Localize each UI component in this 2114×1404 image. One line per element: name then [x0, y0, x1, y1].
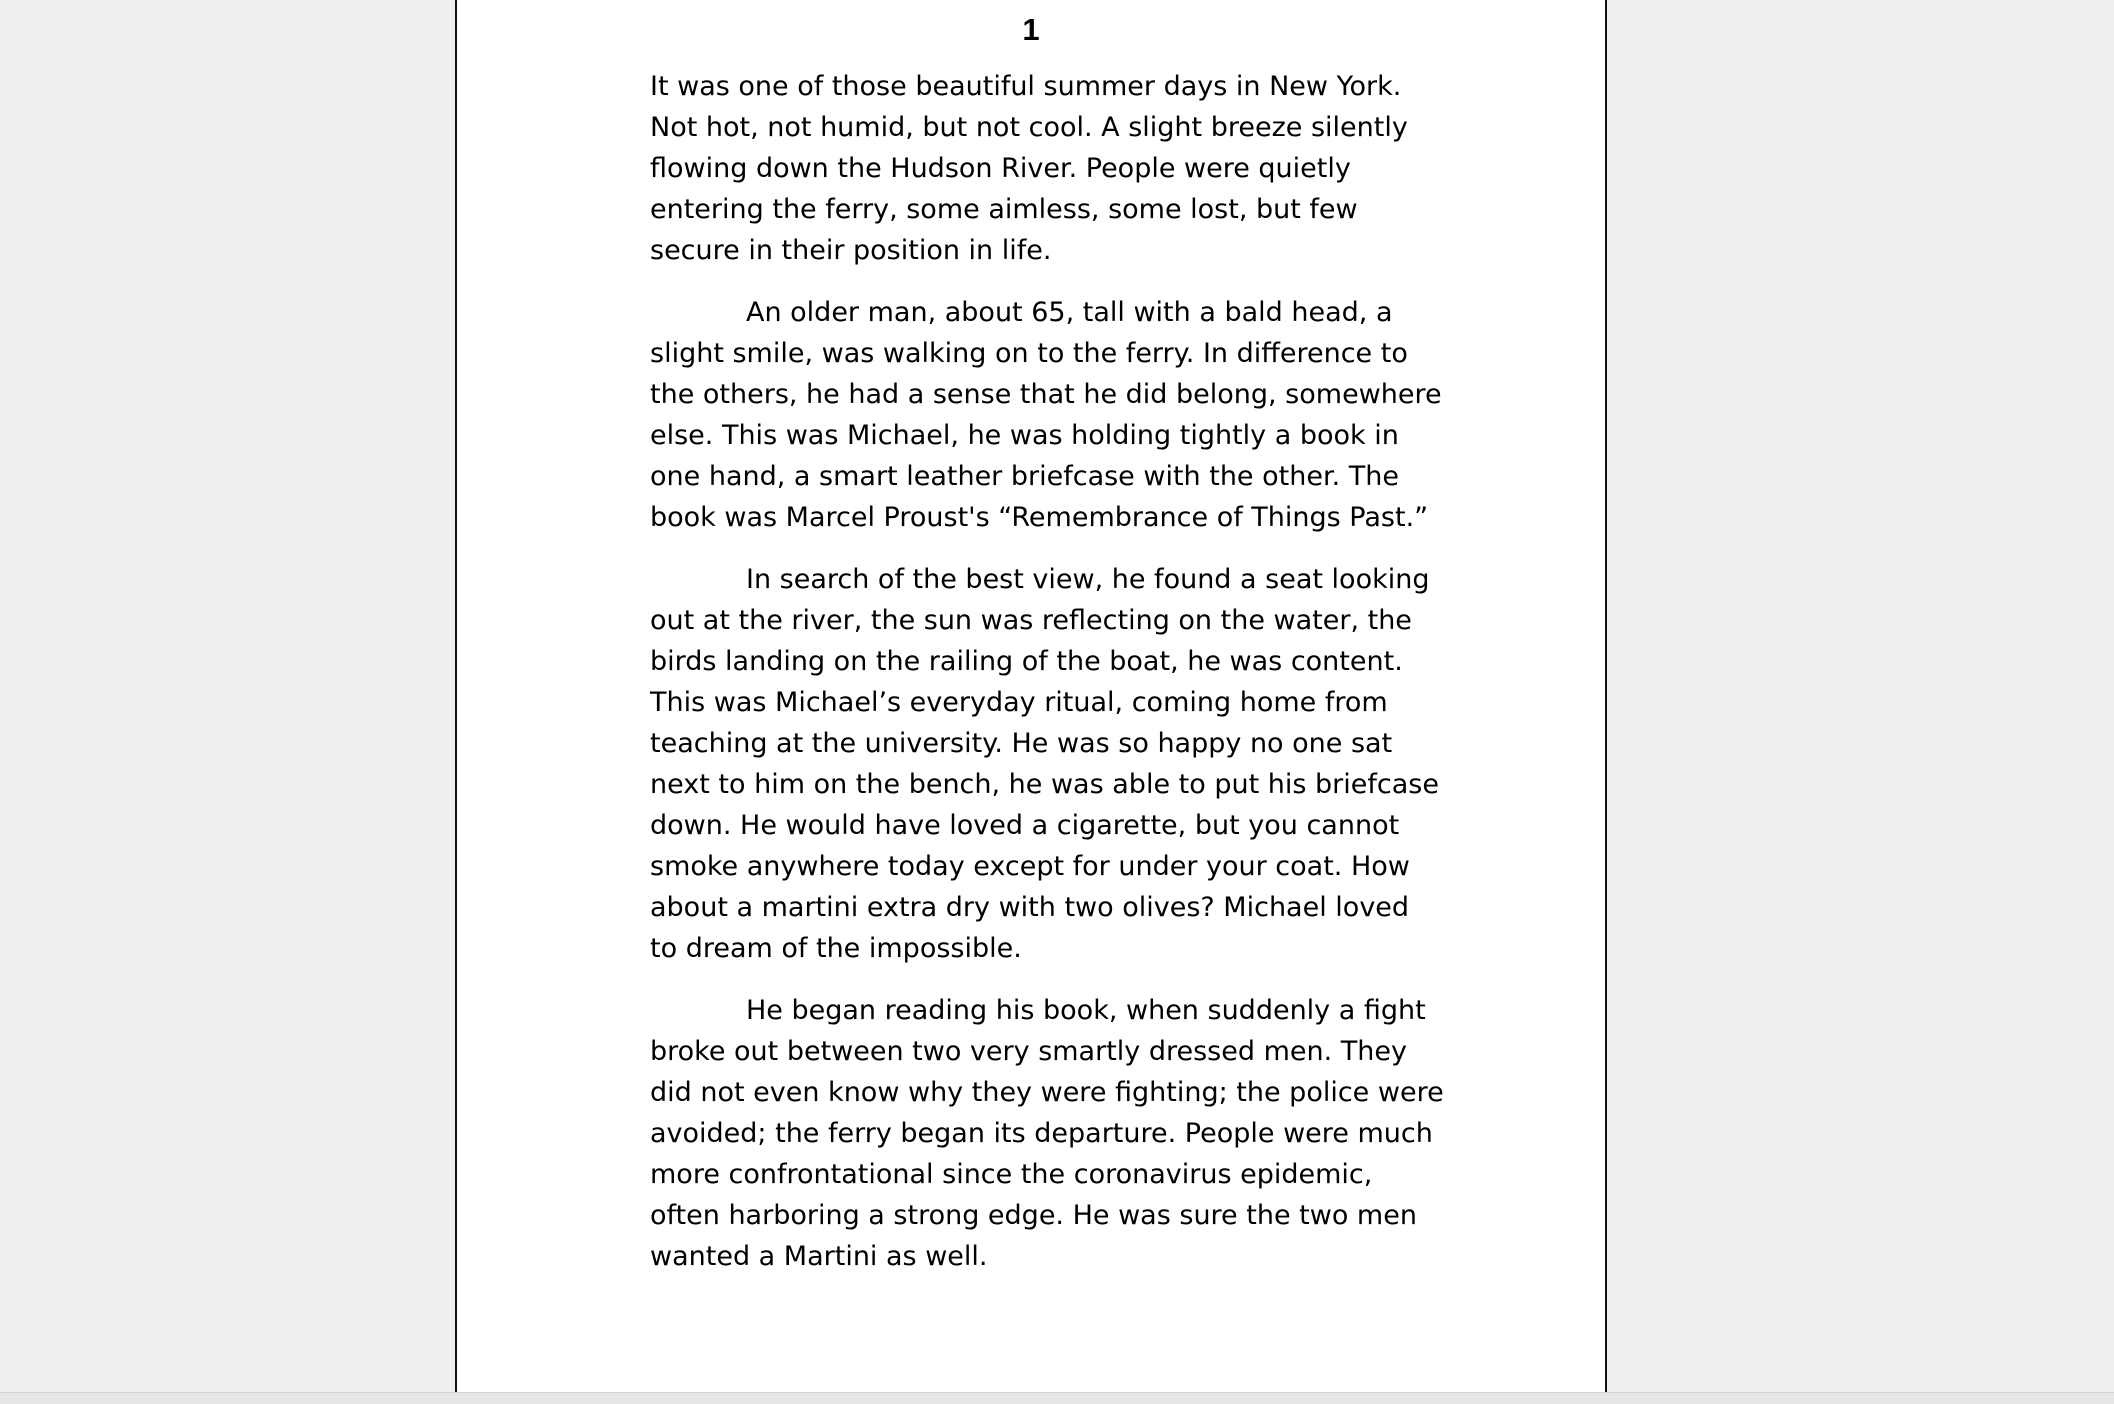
text-line: An older man, about 65, tall with a bald head, a: [746, 297, 1393, 328]
paragraph-3: [650, 559, 1439, 969]
text-line: next to him on the bench, he was able to put his briefcase: [650, 769, 1439, 800]
text-line: avoided; the ferry began its departure. People were much: [650, 1118, 1433, 1149]
bottom-scroll-area[interactable]: [0, 1392, 2114, 1404]
document-page: [455, 0, 1607, 1392]
text-line: secure in their position in life.: [650, 235, 1052, 266]
text-line: This was Michael’s everyday ritual, coming home from: [650, 687, 1388, 718]
text-line: Not hot, not humid, but not cool. A slight breeze silently: [650, 112, 1408, 143]
text-line: the others, he had a sense that he did belong, somewhere: [650, 379, 1442, 410]
text-line: broke out between two very smartly dressed men. They: [650, 1036, 1407, 1067]
text-line: else. This was Michael, he was holding tightly a book in: [650, 420, 1399, 451]
text-line: slight smile, was walking on to the ferry. In difference to: [650, 338, 1408, 369]
text-line: book was Marcel Proust's “Remembrance of Things Past.”: [650, 502, 1429, 533]
text-line: down. He would have loved a cigarette, but you cannot: [650, 810, 1400, 841]
paragraph-1: [650, 66, 1420, 271]
text-line: teaching at the university. He was so happy no one sat: [650, 728, 1393, 759]
text-line: In search of the best view, he found a seat looking: [746, 564, 1430, 595]
chapter-number: 1: [1022, 12, 1040, 47]
text-line: often harboring a strong edge. He was sure the two men: [650, 1200, 1417, 1231]
text-line: birds landing on the railing of the boat, he was content.: [650, 646, 1403, 677]
text-line: flowing down the Hudson River. People were quietly: [650, 153, 1351, 184]
document-body: [650, 66, 1444, 1298]
text-line: It was one of those beautiful summer days in New York.: [650, 71, 1402, 102]
text-line: smoke anywhere today except for under your coat. How: [650, 851, 1410, 882]
paragraph-4: [650, 990, 1444, 1277]
text-line: did not even know why they were fighting; the police were: [650, 1077, 1444, 1108]
text-line: wanted a Martini as well.: [650, 1241, 988, 1272]
text-line: to dream of the impossible.: [650, 933, 1022, 964]
text-line: He began reading his book, when suddenly a fight: [746, 995, 1426, 1026]
text-line: entering the ferry, some aimless, some lost, but few: [650, 194, 1358, 225]
text-line: out at the river, the sun was reflecting on the water, the: [650, 605, 1412, 636]
text-line: about a martini extra dry with two olives? Michael loved: [650, 892, 1410, 923]
text-line: more confrontational since the coronavirus epidemic,: [650, 1159, 1373, 1190]
paragraph-2: [650, 292, 1442, 538]
text-line: one hand, a smart leather briefcase with the other. The: [650, 461, 1399, 492]
